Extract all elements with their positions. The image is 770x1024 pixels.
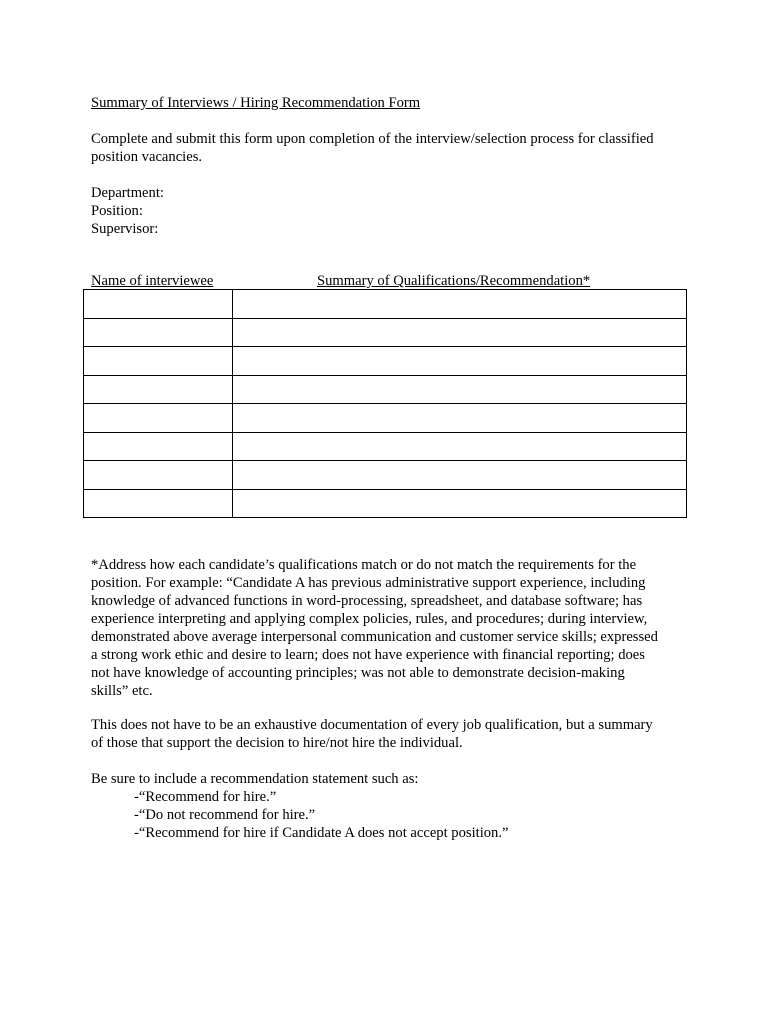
intro-line: Complete and submit this form upon completion of the interview/selection process for classified (91, 131, 654, 147)
table-row (84, 347, 687, 376)
recommendation-section (91, 770, 508, 842)
table-row (84, 432, 687, 461)
paragraph-line: of those that support the decision to hire/not hire the individual. (91, 735, 463, 751)
summary-cell[interactable] (233, 318, 687, 347)
summary-cell[interactable] (233, 404, 687, 433)
header-fields (91, 184, 164, 238)
summary-cell[interactable] (233, 489, 687, 518)
interviewee-name-cell[interactable] (84, 432, 233, 461)
note-line: knowledge of advanced functions in word-processing, spreadsheet, and database software; has (91, 593, 643, 609)
table-row (84, 375, 687, 404)
note-line: experience interpreting and applying complex policies, rules, and procedures; during interview, (91, 611, 648, 627)
recommendation-example: -“Recommend for hire.” (134, 789, 277, 805)
interviewee-column-header: Name of interviewee (91, 273, 214, 289)
qualifications-note (91, 556, 691, 700)
note-line: *Address how each candidate’s qualifications match or do not match the requirements for the (91, 557, 637, 573)
note-line: a strong work ethic and desire to learn; does not have experience with financial reporting; does (91, 647, 645, 663)
table-row (84, 489, 687, 518)
position-label: Position: (91, 203, 143, 219)
note-line: demonstrated above average interpersonal communication and customer service skills; expressed (91, 629, 658, 645)
table-row (84, 461, 687, 490)
recommendation-example: -“Recommend for hire if Candidate A does not accept position.” (134, 825, 509, 841)
interviewee-name-cell[interactable] (84, 290, 233, 319)
interviewee-name-cell[interactable] (84, 489, 233, 518)
table-row (84, 318, 687, 347)
summary-cell[interactable] (233, 347, 687, 376)
department-label: Department: (91, 185, 164, 201)
table-row (84, 290, 687, 319)
note-line: skills” etc. (91, 683, 153, 699)
supervisor-label: Supervisor: (91, 221, 159, 237)
summary-column-header: Summary of Qualifications/Recommendation* (317, 273, 591, 289)
recommendation-example: -“Do not recommend for hire.” (134, 807, 316, 823)
recommendation-intro: Be sure to include a recommendation statement such as: (91, 771, 419, 787)
interviewee-name-cell[interactable] (84, 318, 233, 347)
note-line: position. For example: “Candidate A has previous administrative support experience, including (91, 575, 646, 591)
interviewee-name-cell[interactable] (84, 404, 233, 433)
interviewee-name-cell[interactable] (84, 375, 233, 404)
summary-cell[interactable] (233, 290, 687, 319)
interviewee-name-cell[interactable] (84, 461, 233, 490)
intro-paragraph (91, 130, 691, 166)
interviewee-name-cell[interactable] (84, 347, 233, 376)
paragraph-line: This does not have to be an exhaustive documentation of every job qualification, but a summary (91, 717, 653, 733)
interview-table (83, 289, 687, 518)
summary-cell[interactable] (233, 461, 687, 490)
table-row (84, 404, 687, 433)
intro-line: position vacancies. (91, 149, 203, 165)
summary-cell[interactable] (233, 375, 687, 404)
note-line: not have knowledge of accounting principles; was not able to demonstrate decision-making (91, 665, 625, 681)
summary-cell[interactable] (233, 432, 687, 461)
form-title: Summary of Interviews / Hiring Recommendation Form (91, 95, 421, 111)
documentation-paragraph (91, 716, 653, 752)
